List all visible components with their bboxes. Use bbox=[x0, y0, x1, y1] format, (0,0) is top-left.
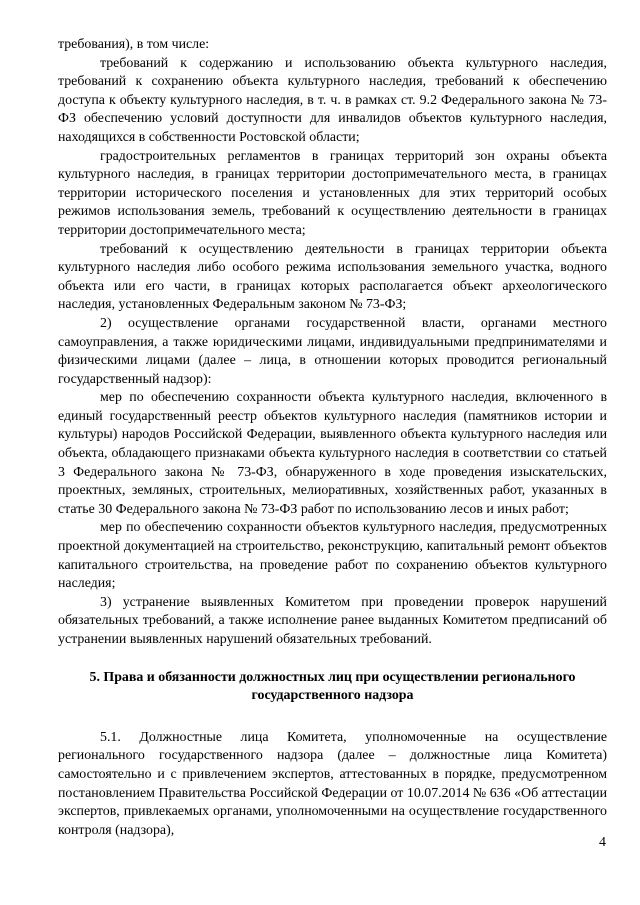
paragraph: 2) осуществление органами государственной власти, органами местного самоуправления, а также юридическими лицами, индивидуальными предпринимателями и физическими лицами (далее – лица, в отношении которых проводится региональный государственный надзор): bbox=[58, 315, 607, 387]
paragraph: 3) устранение выявленных Комитетом при проведении проверок нарушений обязательных требований, а также исполнение ранее выданных Комитетом предписаний об устранении выявленных нарушений обязательных требований. bbox=[58, 594, 607, 647]
paragraph: мер по обеспечению сохранности объекта культурного наследия, включенного в единый государственный реестр объектов культурного наследия (памятников истории и культуры) народов Российской Федерации, выявленного объекта культурного наследия или объекта, обладающего признаками объекта культурного наследия в соответствии со статьей 3 Федерального закона № 73-ФЗ, обнаруженного в ходе проведения изыскательских, проектных, земляных, строительных, мелиоративных, хозяйственных работ, указанных в статье 30 Федерального закона № 73-ФЗ работ по использованию лесов и иных работ; bbox=[58, 390, 607, 517]
paragraph: требования), в том числе: bbox=[58, 37, 210, 52]
paragraph: требований к осуществлению деятельности в границах территории объекта культурного наследия либо особого режима использования земельного участка, водного объекта или его части, в границах которых располагается объект археологического наследия, установленных Федеральным законом № 73-ФЗ; bbox=[58, 241, 607, 313]
paragraph: мер по обеспечению сохранности объектов культурного наследия, предусмотренных проектной документацией на строительство, реконструкцию, капитальный ремонт объектов капитального строительства, на проведение работ по сохранению объектов культурного наследия; bbox=[58, 520, 607, 592]
page-number: 4 bbox=[599, 835, 606, 850]
paragraph: 5.1. Должностные лица Комитета, уполномоченные на осуществление регионального государственного надзора (далее – должностные лица Комитета) самостоятельно и с привлечением экспертов, аттестованных в порядке, предусмотренном постановлением Правительства Российской Федерации от 10.07.2014 № 636 «Об аттестации экспертов, привлекаемых органами, уполномоченными на осуществление государственного контроля (надзора), bbox=[58, 729, 607, 838]
section-heading: 5. Права и обязанности должностных лиц при осуществлении регионального государственного надзора bbox=[89, 669, 576, 704]
body-text-top bbox=[58, 36, 607, 650]
paragraph: требований к содержанию и использованию объекта культурного наследия, требований к сохранению объекта культурного наследия, требований к обеспечению доступа к объекту культурного наследия, в т. ч. в рамках ст. 9.2 Федерального закона № 73-ФЗ обеспечению условий доступности для инвалидов объектов культурного наследия, находящихся в собственности Ростовской области; bbox=[58, 55, 607, 145]
paragraph: градостроительных регламентов в границах территорий зон охраны объекта культурного наследия, в границах территории достопримечательного места, в границах территории исторического поселения и установленных для этих территорий особых режимов использования земель, требований к осуществлению деятельности в границах территории достопримечательного места; bbox=[58, 148, 607, 238]
